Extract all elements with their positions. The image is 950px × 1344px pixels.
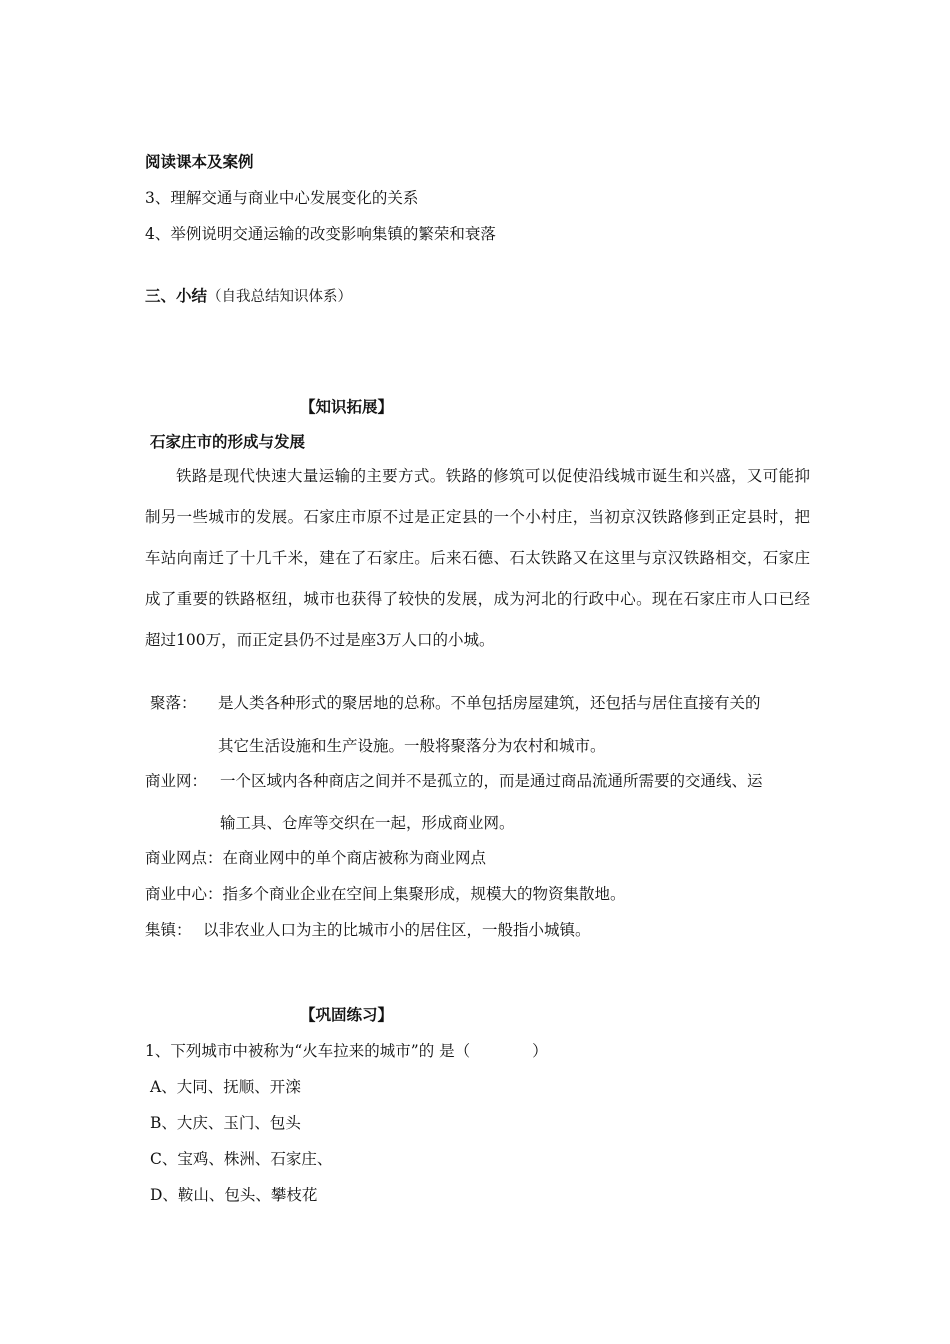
practice-option-c: C、宝鸡、株洲、石家庄、 — [150, 1150, 333, 1168]
reading-heading: 阅读课本及案例 — [145, 152, 254, 171]
outlet-definition: 商业网点：在商业网中的单个商店被称为商业网点 — [145, 849, 487, 867]
town-term: 集镇： — [145, 921, 192, 939]
reading-item-4: 4、举例说明交通运输的改变影响集镇的繁荣和衰落 — [145, 225, 496, 243]
practice-question: 1、下列城市中被称为“火车拉来的城市”的 是（ ） — [145, 1042, 548, 1060]
settlement-line-2: 其它生活设施和生产设施。一般将聚落分为农村和城市。 — [218, 737, 606, 755]
network-term: 商业网： — [145, 772, 208, 790]
town-definition: 以非农业人口为主的比城市小的居住区，一般指小城镇。 — [203, 921, 591, 939]
summary-line — [145, 286, 352, 307]
center-definition: 商业中心：指多个商业企业在空间上集聚形成，规模大的物资集散地。 — [145, 885, 626, 903]
settlement-term: 聚落： — [150, 694, 197, 712]
extension-heading: 【知识拓展】 — [300, 397, 394, 416]
network-line-1: 一个区域内各种商店之间并不是孤立的，而是通过商品流通所需要的交通线、运 — [220, 772, 763, 790]
summary-note: （自我总结知识体系） — [207, 289, 353, 305]
reading-item-3: 3、理解交通与商业中心发展变化的关系 — [145, 189, 419, 207]
practice-option-d: D、鞍山、包头、攀枝花 — [150, 1186, 318, 1204]
extension-subtitle: 石家庄市的形成与发展 — [150, 432, 306, 451]
practice-option-b: B、大庆、玉门、包头 — [150, 1114, 301, 1132]
practice-heading: 【巩固练习】 — [300, 1005, 394, 1024]
summary-heading: 三、小结 — [145, 286, 208, 305]
practice-option-a: A、大同、抚顺、开滦 — [150, 1078, 301, 1096]
network-line-2: 输工具、仓库等交织在一起，形成商业网。 — [220, 814, 515, 832]
extension-paragraph: 铁路是现代快速大量运输的主要方式。铁路的修筑可以促使沿线城市诞生和兴盛，又可能抑制另一些城市的发展。石家庄市原不过是正定县的一个小村庄，当初京汉铁路修到正定县时，把车站向南迁了十几千米，建在了石家庄。后来石德、石太铁路又在这里与京汉铁路相交，石家庄成了重要的铁路枢纽，城市也获得了较快的发展，成为河北的行政中心。现在石家庄市人口已经超过100万，而正定县仍不过是座3万人口的小城。 — [145, 467, 810, 649]
settlement-line-1: 是人类各种形式的聚居地的总称。不单包括房屋建筑，还包括与居住直接有关的 — [218, 694, 761, 712]
